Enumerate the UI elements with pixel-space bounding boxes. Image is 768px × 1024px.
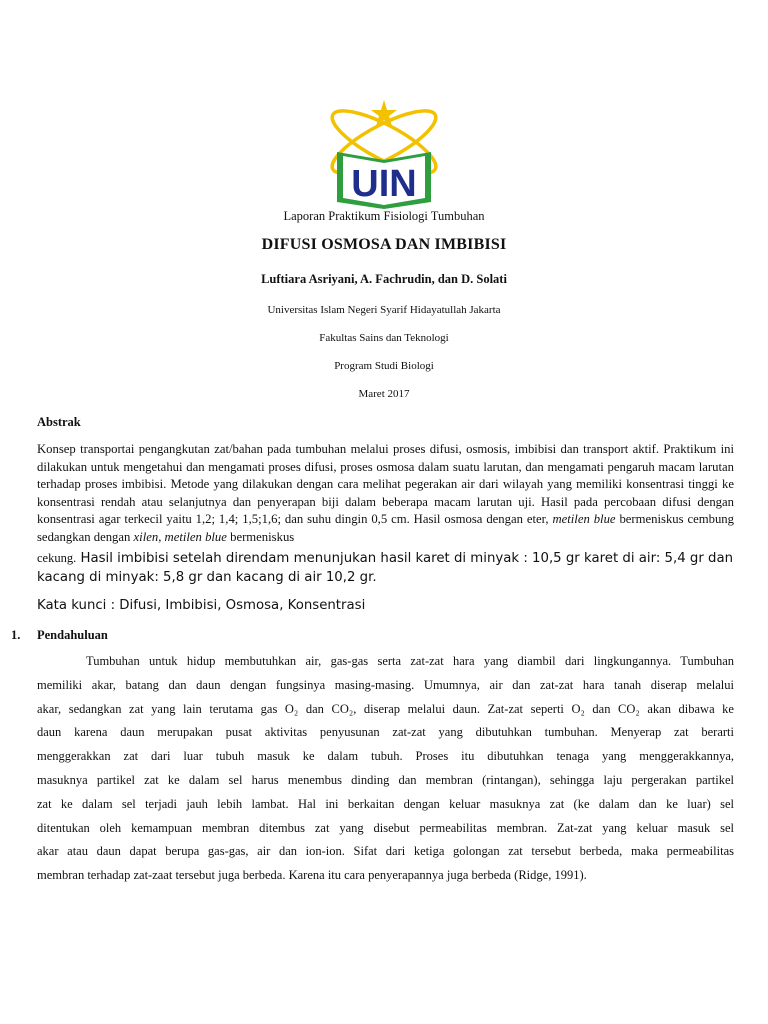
- abstract-result-text: Hasil imbibisi setelah direndam menunjukan hasil karet di minyak : 10,5 gr karet di air: 5,4 gr dan kacang di minyak: 5,8 gr dan kacang di air 10,2 gr.: [37, 551, 734, 585]
- abstract-paragraph: [37, 441, 734, 546]
- abstract-italic-2: xilen, metilen blue: [133, 529, 227, 544]
- abstract-text-3: bermeniskus: [230, 529, 295, 544]
- uin-logo-icon: [317, 98, 451, 210]
- section-number: 1.: [11, 628, 21, 642]
- keywords: Kata kunci : Difusi, Imbibisi, Osmosa, Konsentrasi: [37, 598, 366, 613]
- abstract-result: [37, 549, 747, 587]
- university: Universitas Islam Negeri Syarif Hidayatullah Jakarta: [267, 304, 501, 316]
- paragraph-line: akar atau daun dapat berupa gas-gas, air dan ion-ion. Sifat dari ketiga golongan zat tersebut berbeda, maka permeabilitas: [37, 844, 734, 859]
- abstract-italic-1: metilen blue: [552, 512, 616, 526]
- abstract-text-1: Konsep transportai pengangkutan zat/bahan pada tumbuhan melalui proses difusi, osmosis, imbibisi dan transport aktif. Praktikum ini dilakukan untuk mengetahui dan mengamati proses difusi, proses osmosa dalam suatu larutan, dan mengamati pengaruh macam larutan terhadap proses imbibisi. Metode yang dilakukan dengan cara melihat pegerakan air dari wilayah yang memiliki konsentrasi tinggi ke konsentrasi rendah atau selanjutnya dan penyerapan biji dalam beberapa macam larutan uji. Hasil pada percobaan difusi dengan konsentrasi agar terkecil yaitu 1,2; 1,4; 1,5;1,6; dan suhu dingin 0,5 cm. Hasil osmosa dengan eter,: [37, 442, 734, 526]
- abstract-text-2: bermeniskus cembung sedangkan dengan: [37, 512, 734, 544]
- study-program: Program Studi Biologi: [334, 360, 434, 372]
- abstract-lead: cekung.: [37, 551, 77, 565]
- paragraph-line: masuknya partikel zat ke dalam sel harus menembus dinding dan membran (rintangan), sehingga laju pergerakan partikel: [37, 772, 734, 787]
- date: Maret 2017: [358, 388, 410, 400]
- faculty: Fakultas Sains dan Teknologi: [319, 332, 449, 344]
- report-type: Laporan Praktikum Fisiologi Tumbuhan: [283, 209, 485, 223]
- paragraph-line: menggerakkan zat dari luar tubuh masuk ke dalam tubuh. Proses itu dibutuhkan tenaga yang menggerakkannya,: [37, 749, 734, 764]
- paragraph-line: daun karena daun merupakan pusat aktivitas penyusunan zat-zat yang dibutuhkan tumbuhan. Menyerap zat berarti: [37, 725, 734, 740]
- paragraph-line: ditentukan oleh kemampuan membran ditembus zat yang disebut permeabilitas membran. Zat-zat yang keluar masuk sel: [37, 820, 734, 835]
- paragraph-line: membran terhadap zat-zaat tersebut juga berbeda. Karena itu cara penyerapannya juga berbeda (Ridge, 1991).: [37, 868, 587, 883]
- paragraph-line: memiliki akar, batang dan daun dengan fungsinya masing-masing. Umumnya, air dan zat-zat hara tanah diserap melalui: [37, 677, 734, 692]
- paragraph-line: akar, sedangkan zat yang lain terutama gas O₂ dan CO₂, diserap melalui daun. Zat-zat seperti O₂ dan CO₂ akan dibawa ke: [37, 701, 734, 716]
- introduction-paragraph: [37, 650, 734, 888]
- abstract-heading: Abstrak: [37, 415, 81, 429]
- authors: Luftiara Asriyani, A. Fachrudin, dan D. Solati: [261, 272, 507, 286]
- section-title: Pendahuluan: [37, 628, 108, 642]
- paragraph-line: Tumbuhan untuk hidup membutuhkan air, gas-gas serta zat-zat hara yang diambil dari lingkungannya. Tumbuhan: [86, 654, 734, 668]
- paper-title: DIFUSI OSMOSA DAN IMBIBISI: [261, 236, 507, 253]
- logo-text: UIN: [351, 163, 417, 205]
- paragraph-line: zat ke dalam sel terjadi jauh lebih lambat. Hal ini berkaitan dengan keluar masuknya zat (ke dalam dan ke luar) sel: [37, 796, 734, 811]
